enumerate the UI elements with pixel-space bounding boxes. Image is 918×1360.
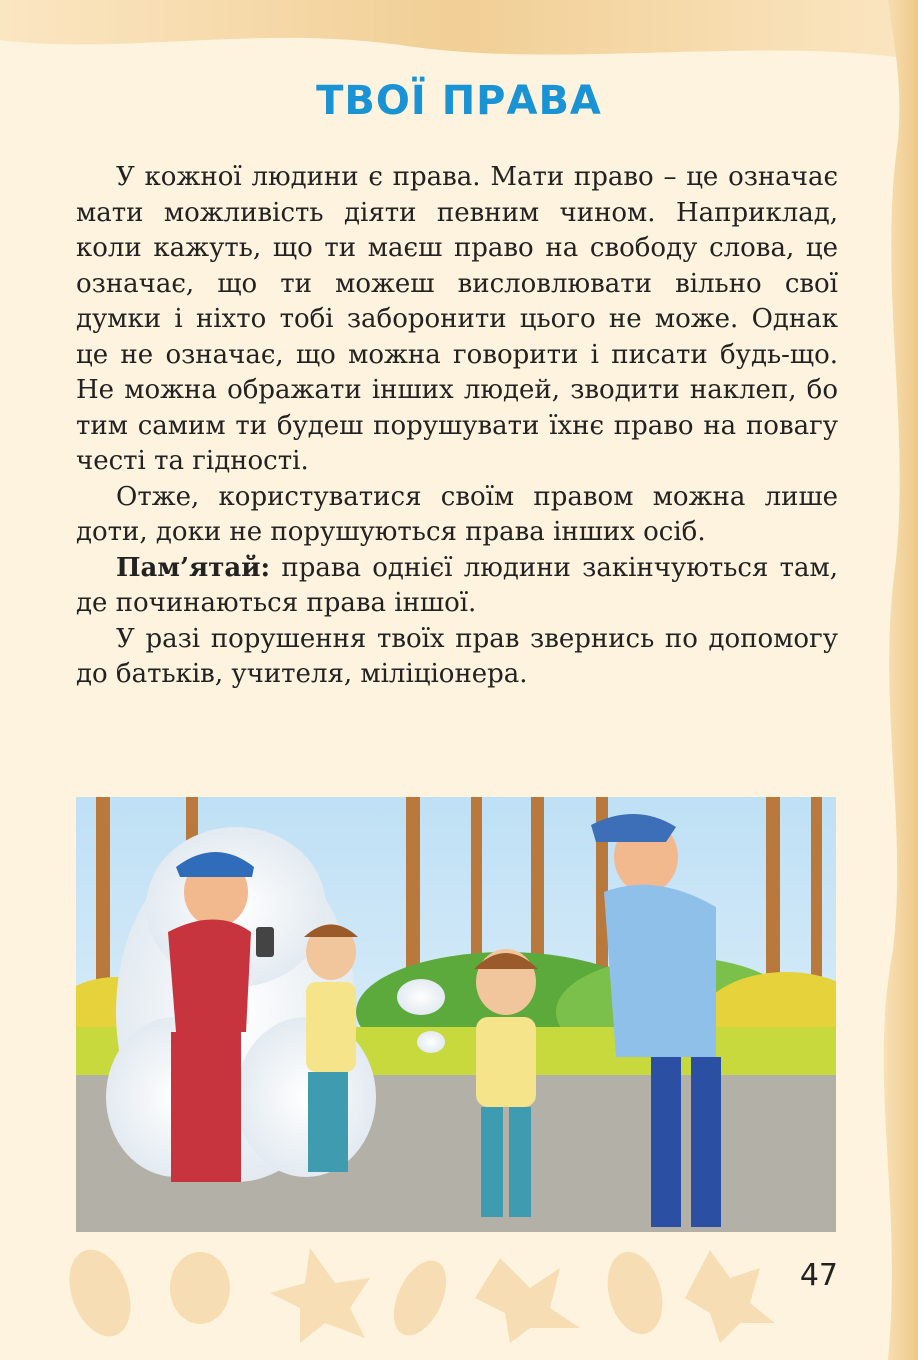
leaves-decoration	[60, 1238, 780, 1348]
paragraph-remember	[76, 551, 838, 622]
page-number: 47	[799, 1258, 838, 1293]
remember-label: Пам’ятай:	[116, 552, 271, 583]
paragraph-rights-definition: У кожної людини є права. Мати право – це означає мати можливість діяти певним чином. Наприклад, коли кажуть, що ти маєш право на свободу слова, це означає, що ти можеш висловлювати вільно свої думки і ніхто тобі заборонити цього не може. Однак це не означає, що можна говорити і писати будь-що. Не можна ображати інших людей, зводити наклеп, бо тим самим ти будеш порушувати їхнє право на повагу честі та гідності.	[76, 162, 838, 476]
paragraph-rights-limits: Отже, користуватися своїм правом можна лише доти, доки не порушуються права інших осіб.	[76, 481, 838, 547]
illustration-boy-and-policeman	[76, 797, 836, 1232]
body-text	[76, 160, 838, 693]
page-title: ТВОЇ ПРАВА	[316, 78, 602, 124]
paragraph-ask-for-help: У разі порушення твоїх прав звернись по допомогу до батьків, учителя, міліціонера.	[76, 623, 838, 689]
remember-text: права однієї людини закінчуються там, де починаються права іншої.	[76, 552, 838, 618]
